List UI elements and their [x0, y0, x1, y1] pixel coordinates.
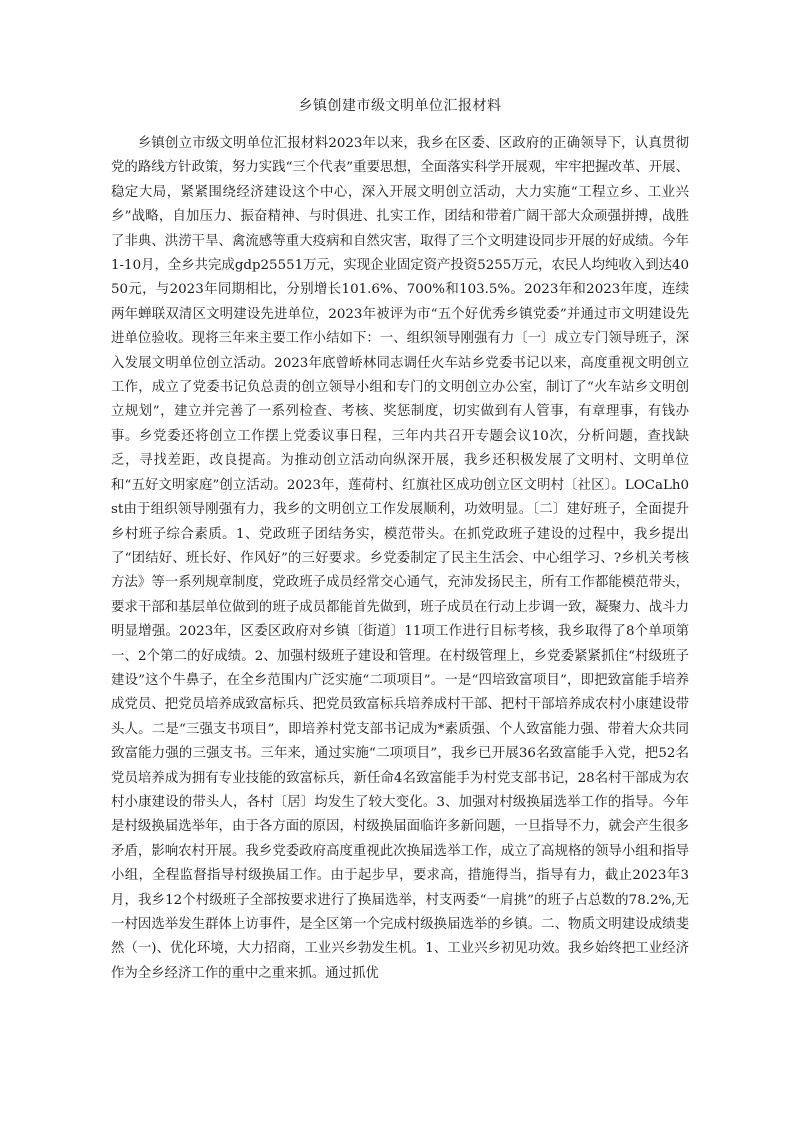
document-body: 乡镇创立市级文明单位汇报材料2023年以来，我乡在区委、区政府的正确领导下，认真贯彻党的路线方针政策，努力实践“三个代表”重要思想，全面落实科学开展观，牢牢把握改革、开展、稳定大局，紧紧围绕经济建设这个中心，深入开展文明创立活动，大力实施“工程立乡、工业兴乡”战略，自加压力、振奋精神、与时俱进、扎实工作，团结和带着广阔干部大众顽强拼搏，战胜了非典、洪涝干旱、禽流感等重大疫病和自然灾害，取得了三个文明建设同步开展的好成绩。今年1-10月，全乡共完成gdp25551万元，实现企业固定资产投资5255万元，农民人均纯收入到达4050元，与2023年同期相比，分别增长101.6%、700%和103.5%。2023年和2023年度，连续两年蝉联双清区文明建设先进单位，2023年被评为市“五个好优秀乡镇党委”并通过市文明建设先进单位验收。现将三年来主要工作小结如下：一、组织领导刚强有力〔一〕成立专门领导班子，深入发展文明单位创立活动。2023年底曾峤林同志调任火车站乡党委书记以来，高度重视文明创立工作，成立了党委书记负总责的创立领导小组和专门的文明创立办公室，制订了“火车站乡文明创立规划”，建立并完善了一系列检查、考核、奖惩制度，切实做到有人管事，有章理事，有钱办事。乡党委还将创立工作摆上党委议事日程，三年内共召开专题会议10次，分析问题，查找缺乏，寻找差距，改良提高。为推动创立活动向纵深开展，我乡还积极发展了文明村、文明单位和“五好文明家庭”创立活动。2023年，莲荷村、红旗社区成功创立区文明村〔社区〕。LOCaLh0st由于组织领导刚强有力，我乡的文明创立工作发展顺利，功效明显。〔二〕建好班子，全面提升乡村班子综合素质。1、党政班子团结务实，模范带头。在抓党政班子建设的过程中，我乡提出了“团结好、班长好、作风好”的三好要求。乡党委制定了民主生活会、中心组学习、?乡机关考核方法》等一系列规章制度，党政班子成员经常交心通气，充沛发扬民主，所有工作都能模范带头，要求干部和基层单位做到的班子成员都能首先做到，班子成员在行动上步调一致，凝聚力、战斗力明显增强。2023年，区委区政府对乡镇〔街道〕11项工作进行目标考核，我乡取得了8个单项第一、2个第二的好成绩。2、加强村级班子建设和管理。在村级管理上，乡党委紧紧抓住“村级班子建设”这个牛鼻子，在全乡范围内广泛实施“二项项目”。一是“四培致富项目”，即把致富能手培养成党员、把党员培养成致富标兵、把党员致富标兵培养成村干部、把村干部培养成农村小康建设带头人。二是“三强支书项目”，即培养村党支部书记成为*素质强、个人致富能力强、带着大众共同致富能力强的三强支书。三年来，通过实施“二项项目”，我乡已开展36名致富能手入党，把52名党员培养成为拥有专业技能的致富标兵，新任命4名致富能手为村党支部书记，28名村干部成为农村小康建设的带头人，各村〔居〕均发生了较大变化。3、加强对村级换届选举工作的指导。今年是村级换届选举年，由于各方面的原因，村级换届面临许多新问题，一旦指导不力，就会产生很多矛盾，影响农村开展。我乡党委政府高度重视此次换届选举工作，成立了高规格的领导小组和指导小组，全程监督指导村级换届工作。由于起步早，要求高，措施得当，指导有力，截止2023年3月，我乡12个村级班子全部按要求进行了换届选举，村支两委“一肩挑”的班子占总数的78.2%,无一村因选举发生群体上访事件，是全区第一个完成村级换届选举的乡镇。二、物质文明建设成绩斐然（一)、优化环境，大力招商，工业兴乡勃发生机。1、工业兴乡初见功效。我乡始终把工业经济作为全乡经济工作的重中之重来抓。通过抓优 — [111, 136, 690, 981]
document-title: 乡镇创建市级文明单位汇报材料 — [298, 98, 502, 114]
